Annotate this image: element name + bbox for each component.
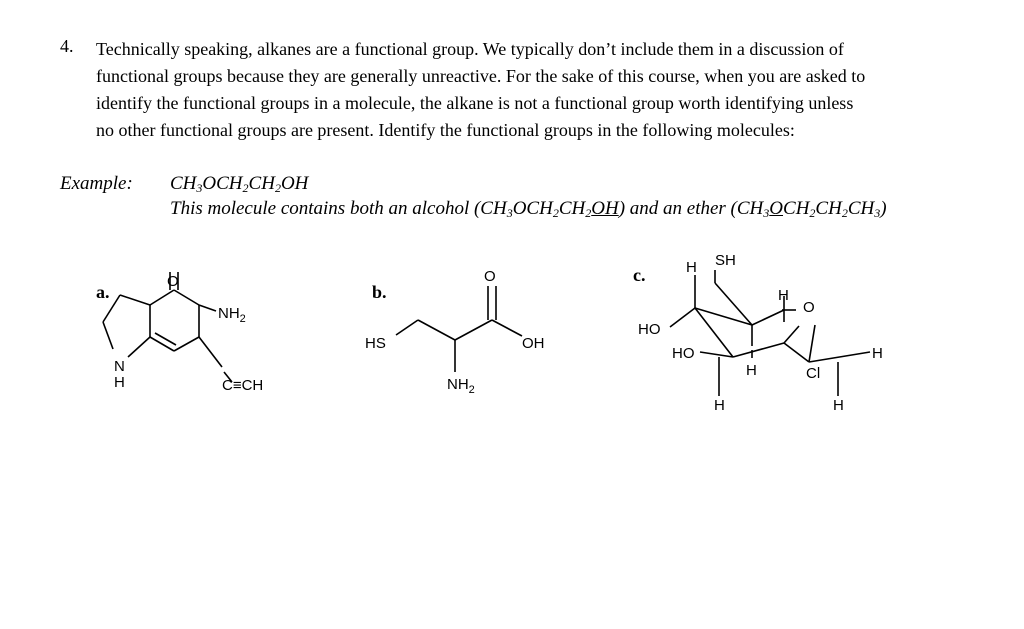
atom-h: H — [114, 374, 125, 391]
atom-h: H — [833, 397, 844, 414]
bond — [199, 337, 222, 367]
molecule-a-structure — [103, 272, 263, 394]
molecule-b-label: b. — [372, 282, 387, 302]
atom-h: H — [714, 397, 725, 414]
bond — [733, 343, 784, 357]
bond — [455, 320, 492, 340]
bond — [150, 337, 174, 351]
bond — [670, 308, 695, 327]
question-number: 4. — [60, 36, 74, 56]
bond — [103, 322, 113, 349]
bond — [103, 295, 120, 322]
bond — [174, 337, 199, 351]
question-line: no other functional groups are present. Identify the functional groups in the following molecules: — [96, 120, 795, 140]
question-line: functional groups because they are generally unreactive. For the sake of this course, when you are asked to — [96, 66, 866, 86]
bond — [150, 290, 174, 305]
atom-h: H — [778, 287, 789, 304]
atom-h: H — [872, 345, 883, 362]
bond — [700, 352, 733, 357]
atom-nh2: $NH_2$ — [218, 305, 246, 325]
bond — [199, 305, 216, 311]
bond — [492, 320, 522, 336]
atom-ho: HO — [672, 345, 695, 362]
molecule-c-label: c. — [633, 265, 646, 285]
bond — [784, 326, 799, 343]
atom-o: O — [167, 273, 179, 290]
atom-h: H — [746, 362, 757, 379]
bond — [809, 325, 815, 362]
question-line: Technically speaking, alkanes are a functional group. We typically don’t include them in a discussion of — [96, 39, 844, 59]
atom-nh2: $NH_2$ — [447, 376, 475, 396]
example-formula: $CH_3OCH_2CH_2OH$ — [170, 173, 309, 195]
bond — [809, 352, 870, 362]
bond-double — [155, 333, 176, 345]
atom-sh: SH — [715, 252, 736, 269]
molecule-a-label: a. — [96, 282, 110, 302]
bond — [752, 310, 784, 325]
example-label: Example: — [60, 173, 133, 194]
molecule-b-structure — [365, 268, 545, 396]
atom-o: O — [803, 299, 815, 316]
example-description: This molecule contains both an alcohol $(CH_3OCH_2CH_2OH)$ and an ether $(CH_3OCH_2CH_2CH_3)$ — [170, 198, 887, 220]
bond — [174, 290, 199, 305]
atom-hs: HS — [365, 335, 386, 352]
question-line: identify the functional groups in a molecule, the alkane is not a functional group worth identifying unless — [96, 93, 854, 113]
atom-oh: OH — [522, 335, 545, 352]
molecule-c-structure — [638, 252, 883, 414]
bond — [695, 308, 733, 357]
atom-n: N — [114, 358, 125, 375]
atom-o: O — [484, 268, 496, 285]
bond — [784, 343, 809, 362]
atom-alkyne: C≡CH — [222, 377, 264, 394]
bond — [396, 320, 418, 335]
atom-ho: HO — [638, 321, 661, 338]
atom-cl: Cl — [806, 365, 821, 382]
bond — [120, 295, 150, 305]
bond — [128, 337, 150, 357]
atom-h: H — [686, 259, 697, 276]
bond — [418, 320, 455, 340]
